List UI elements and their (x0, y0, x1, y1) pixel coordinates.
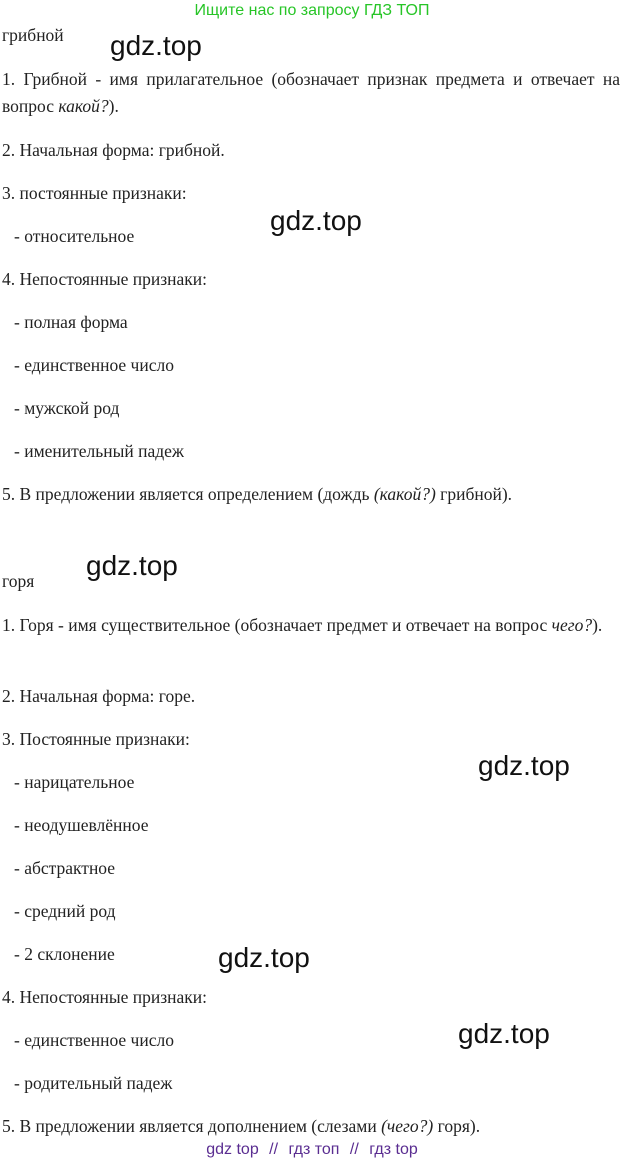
word2-variable-item: - родительный падеж (14, 1073, 173, 1093)
watermark-text: gdz.top (86, 550, 178, 581)
footer-link-gdz-top-mixed[interactable]: гдз top (369, 1141, 418, 1158)
word2-constant-item: - нарицательное (14, 772, 135, 792)
word1-variable-item: - полная форма (14, 312, 128, 332)
word1-variable-item: - единственное число (14, 355, 174, 375)
footer-separator: // (269, 1141, 279, 1158)
watermark-text: gdz.top (218, 942, 310, 973)
word1-point5: 5. В предложении является определением (дождь (какой?) грибной). (2, 484, 513, 504)
word1-constant-item: - относительное (14, 226, 135, 246)
search-banner[interactable]: Ищите нас по запросу ГДЗ ТОП (194, 2, 430, 19)
word2-point4: 4. Непостоянные признаки: (2, 987, 207, 1007)
word1-point4: 4. Непостоянные признаки: (2, 269, 207, 289)
word2-point2: 2. Начальная форма: горе. (2, 686, 196, 706)
word1-variable-item: - именительный падеж (14, 441, 185, 461)
footer-links (0, 1141, 624, 1159)
word1-title: грибной (2, 25, 64, 45)
watermark-text: gdz.top (270, 205, 362, 236)
word1-variable-item: - мужской род (14, 398, 120, 418)
footer-separator: // (349, 1141, 359, 1158)
watermark-text: gdz.top (458, 1018, 550, 1049)
watermark-text: gdz.top (478, 750, 570, 781)
watermark-text: gdz.top (110, 30, 202, 61)
footer-link-gdz-top-ru[interactable]: гдз топ (288, 1141, 340, 1158)
word1-point1: 1. Грибной - имя прилагательное (обозначает признак предмета и отвечает на вопрос какой?). (2, 69, 620, 116)
footer-link-gdz-top[interactable]: gdz top (206, 1141, 259, 1158)
word2-variable-item: - единственное число (14, 1030, 174, 1050)
word1-point3: 3. постоянные признаки: (2, 183, 187, 203)
word2-constant-item: - неодушевлённое (14, 815, 149, 835)
word2-constant-item: - средний род (14, 901, 116, 921)
word2-constant-item: - 2 склонение (14, 944, 115, 964)
word2-point5: 5. В предложении является дополнением (слезами (чего?) горя). (2, 1116, 481, 1136)
word2-constant-item: - абстрактное (14, 858, 116, 878)
word2-title: горя (2, 571, 35, 591)
word2-point1: 1. Горя - имя существительное (обозначает предмет и отвечает на вопрос чего?). (2, 615, 603, 635)
word1-point2: 2. Начальная форма: грибной. (2, 140, 225, 160)
word2-point3: 3. Постоянные признаки: (2, 729, 190, 749)
